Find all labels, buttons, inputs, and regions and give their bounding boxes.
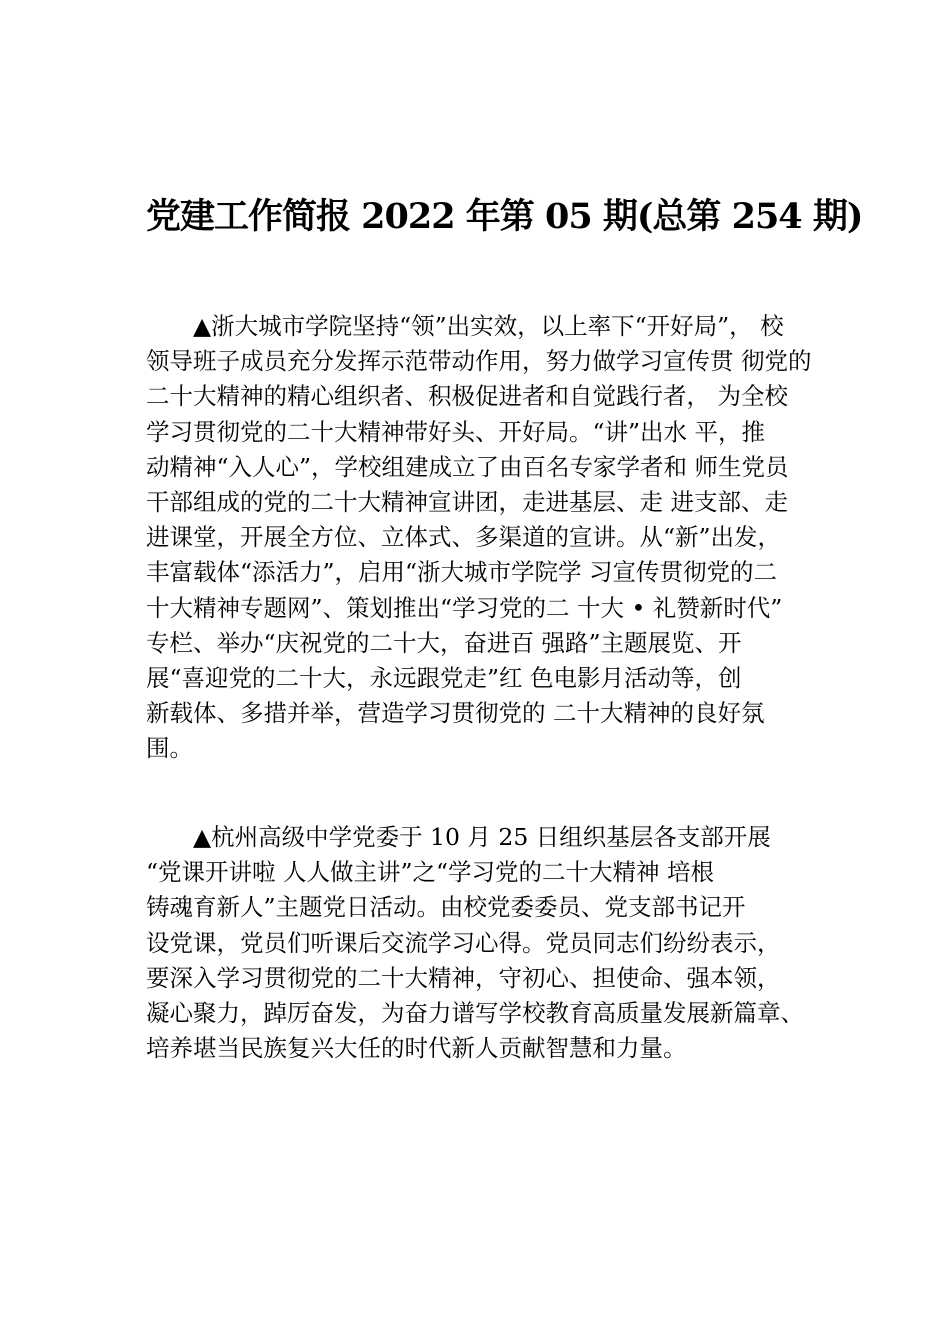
paragraph-line: 围。 [146, 734, 193, 763]
paragraph-line: 培养堪当民族复兴大任的时代新人贡献智慧和力量。 [146, 1034, 687, 1063]
paragraph-line: 要深入学习贯彻党的二十大精神，守初心、担使命、强本领， [146, 963, 781, 992]
paragraph-line: ▲浙大城市学院坚持“领”出实效，以上率下“开好局”， 校 [146, 312, 784, 340]
document-title: 党建工作简报 2022 年第 05 期(总第 254 期) [146, 196, 863, 237]
paragraph-line: 专栏、举办“庆祝党的二十大，奋进百 强路”主题展览、开 [146, 628, 742, 657]
paragraph-line: “党课开讲啦 人人做主讲”之“学习党的二十大精神 培根 [146, 858, 714, 887]
paragraph-line: 新载体、多措并举，营造学习贯彻党的 二十大精神的良好氛 [146, 699, 765, 728]
paragraph-line: 领导班子成员充分发挥示范带动作用，努力做学习宣传贯 彻党的 [146, 347, 812, 376]
paragraph-line: 凝心聚力，踔厉奋发，为奋力谱写学校教育高质量发展新篇章、 [146, 999, 804, 1028]
paragraph-line: 设党课，党员们听课后交流学习心得。党员同志们纷纷表示， [146, 928, 781, 957]
paragraph-line: 进课堂，开展全方位、立体式、多渠道的宣讲。从“新”出发， [146, 523, 782, 552]
paragraph-line: 动精神“入人心”，学校组建成立了由百名专家学者和 师生党员 [146, 452, 789, 481]
news-paragraph-2 [146, 820, 846, 1066]
paragraph-line: 干部组成的党的二十大精神宣讲团，走进基层、走 进支部、走 [146, 488, 788, 517]
paragraph-line: 铸魂育新人”主题党日活动。由校党委委员、党支部书记开 [146, 893, 746, 922]
news-paragraph-1 [146, 309, 846, 767]
paragraph-line: 十大精神专题网”、策划推出“学习党的二 十大 • 礼赞新时代” [146, 593, 783, 622]
paragraph-line: 二十大精神的精心组织者、积极促进者和自觉践行者， 为全校 [146, 382, 788, 411]
paragraph-line: 学习贯彻党的二十大精神带好头、开好局。“讲”出水 平，推 [146, 417, 765, 446]
paragraph-line: 丰富载体“添活力”，启用“浙大城市学院学 习宣传贯彻党的二 [146, 558, 778, 587]
paragraph-line: ▲杭州高级中学党委于 10 月 25 日组织基层各支部开展 [146, 823, 771, 851]
paragraph-line: 展“喜迎党的二十大，永远跟党走”红 色电影月活动等，创 [146, 664, 742, 693]
